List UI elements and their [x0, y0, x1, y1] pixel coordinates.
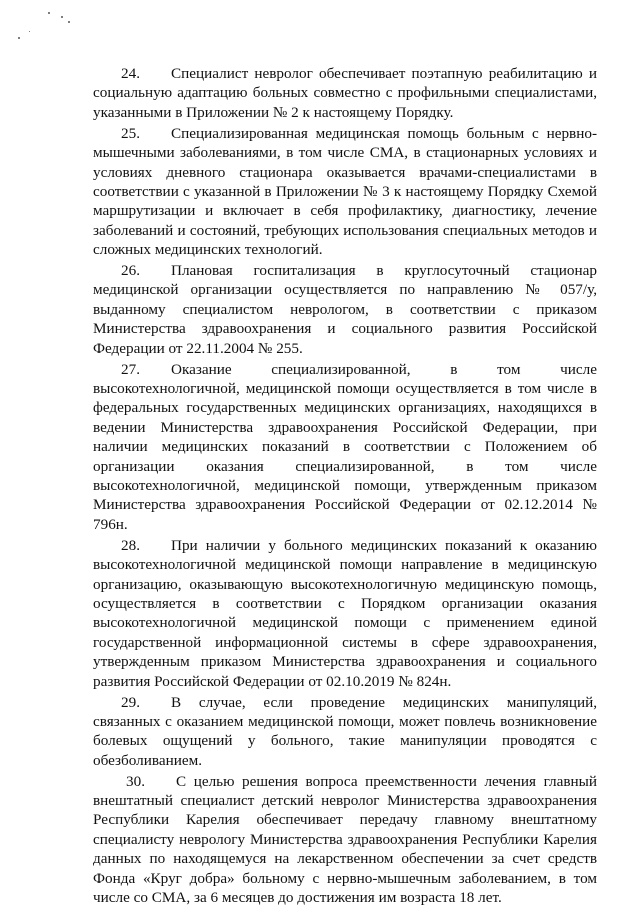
paragraph-number: 29.	[121, 693, 140, 711]
paragraph-number: 28.	[121, 536, 140, 554]
paragraph-30	[93, 772, 597, 908]
scan-speck	[18, 37, 20, 39]
paragraph-text: С целью решения вопроса преемственности лечения главный внештатный специалист детский невролог Министерства здравоохранения Республики Карелия обеспечивает передачу главному внештатному специалисту неврологу Министерства здравоохранения Республики Карелия данных по находящемуся на лекарственном обеспечении за счет средств Фонда «Круг добра» больному с нервно-мышечным заболеванием, в том числе со СМА, за 6 месяцев до достижения им возраста 18 лет.	[93, 772, 597, 907]
scan-speck	[61, 16, 63, 18]
paragraph-29	[93, 693, 597, 771]
paragraph-number: 25.	[121, 124, 140, 142]
paragraph-number: 30.	[126, 772, 145, 790]
paragraph-number: 26.	[121, 262, 140, 280]
scan-speck	[29, 31, 30, 32]
paragraph-25	[93, 124, 597, 260]
paragraph-number: 24.	[121, 65, 140, 82]
scan-speck	[48, 12, 50, 14]
paragraph-text: Оказание специализированной, в том числе высокотехнологичной, медицинской помощи осуществляется в том числе в федеральных государственных медицинских организациях, находящихся в ведении Министерства здравоохранения Российской Федерации, при наличии медицинских показаний в соответствии с Положением об организации оказания специализированной, в том числе высокотехнологичной, медицинской помощи, утвержденным приказом Министерства здравоохранения Российской Федерации от 02.12.2014 № 796н.	[93, 360, 597, 533]
paragraph-26	[93, 261, 597, 358]
paragraph-28	[93, 536, 597, 691]
paragraph-text: В случае, если проведение медицинских манипуляций, связанных с оказанием медицинской помощи, может повлечь возникновение болевых ощущений у больного, такие манипуляции проводятся с обезболиванием.	[93, 693, 597, 769]
paragraph-text: Специализированная медицинская помощь больным с нервно-мышечными заболеваниями, в том числе СМА, в стационарных условиях и условиях дневного стационара оказывается врачами-специалистами в соответствии с указанной в Приложении № 3 к настоящему Порядку Схемой маршрутизации и включает в себя профилактику, диагностику, лечение заболеваний и состояний, требующих использования специальных методов и сложных медицинских технологий.	[93, 124, 597, 259]
paragraph-text: При наличии у больного медицинских показаний к оказанию высокотехнологичной медицинской помощи направление в медицинскую организацию, оказывающую высокотехнологичную медицинскую помощь, осуществляется в соответствии с Порядком организации оказания высокотехнологичной медицинской помощи с применением единой государственной информационной системы в сфере здравоохранения, утвержденным приказом Министерства здравоохранения и социального развития Российской Федерации от 02.10.2019 № 824н.	[93, 536, 597, 690]
paragraph-text: Плановая госпитализация в круглосуточный стационар медицинской организации осуществляется по направлению № 057/у, выданному специалистом неврологом, в соответствии с приказом Министерства здравоохранения и социального развития Российской Федерации от 22.11.2004 № 255.	[93, 262, 597, 357]
paragraph-24	[93, 64, 597, 122]
scan-speck	[68, 21, 70, 23]
paragraph-number: 27.	[121, 360, 140, 378]
document-body	[93, 64, 597, 909]
paragraph-text: Специалист невролог обеспечивает поэтапную реабилитацию и социальную адаптацию больных совместно с профильными специалистами, указанными в Приложении № 2 к настоящему Порядку.	[93, 65, 597, 121]
paragraph-27	[93, 360, 597, 535]
